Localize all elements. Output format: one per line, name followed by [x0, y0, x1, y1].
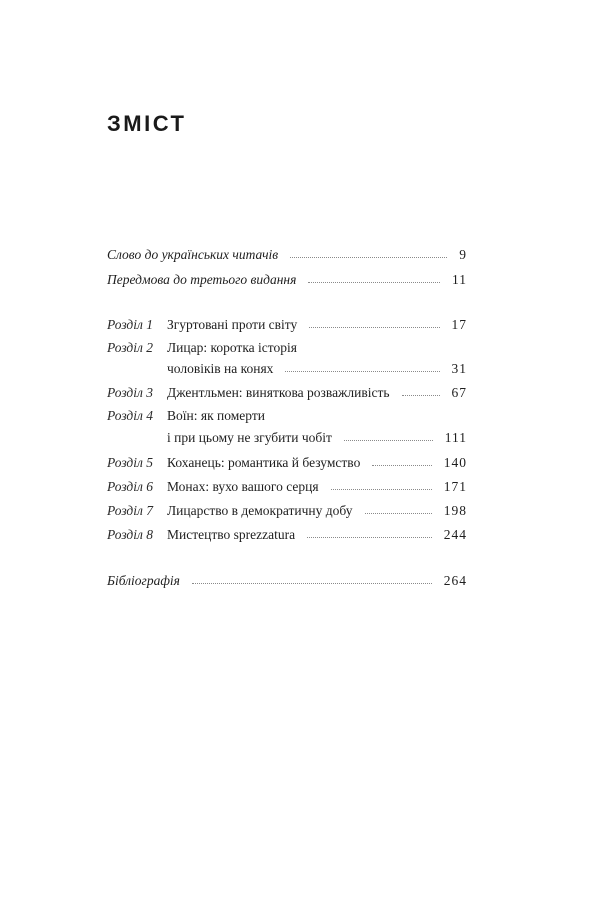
chapter-title: Лицарство в демократичну добу [167, 503, 353, 518]
toc-entry-chapter-6[interactable] [107, 475, 467, 495]
toc-entry-chapter-7[interactable] [107, 499, 467, 519]
toc-entry-chapter-2[interactable] [107, 337, 467, 381]
toc-entry-chapter-1[interactable] [107, 313, 467, 333]
chapter-number: Розділ 4 [107, 408, 154, 423]
chapter-number: Розділ 6 [107, 479, 154, 494]
chapter-title-line-2: чоловіків на конях [167, 361, 274, 376]
dot-leader [402, 395, 440, 396]
toc-entry-preface-third-edition[interactable] [107, 268, 467, 288]
page-title: ЗМІСТ [107, 111, 187, 136]
toc-entry-label: Слово до українських читачів [107, 247, 279, 262]
chapter-number: Розділ 5 [107, 455, 154, 470]
chapter-title-line-2: і при цьому не згубити чобіт [167, 430, 332, 445]
dot-leader [290, 257, 447, 258]
toc-entry-page: 171 [443, 479, 467, 494]
toc-entry-chapter-5[interactable] [107, 451, 467, 471]
toc-entry-page: 140 [443, 455, 467, 470]
chapter-title: Джентльмен: виняткова розважливість [167, 385, 390, 400]
toc-entry-chapter-4[interactable] [107, 405, 467, 449]
chapter-title: Згуртовані проти світу [167, 317, 298, 332]
dot-leader [331, 489, 432, 490]
toc-entry-page: 31 [451, 361, 467, 376]
toc-entry-bibliography[interactable] [107, 569, 467, 589]
dot-leader [365, 513, 432, 514]
toc-entry-chapter-3[interactable] [107, 381, 467, 401]
toc-entry-page: 11 [452, 272, 467, 287]
toc-entry-page: 17 [451, 317, 467, 332]
toc-entry-page: 264 [443, 573, 467, 588]
chapter-number: Розділ 1 [107, 317, 154, 332]
dot-leader [308, 282, 440, 283]
toc-entry-page: 198 [443, 503, 467, 518]
chapter-title-line-1: Лицар: коротка історія [167, 340, 297, 355]
toc-entry-label: Передмова до третього видання [107, 272, 297, 287]
chapter-number: Розділ 8 [107, 527, 154, 542]
toc-entry-page: 67 [451, 385, 467, 400]
dot-leader [285, 371, 439, 372]
chapter-number: Розділ 3 [107, 385, 154, 400]
chapter-number: Розділ 7 [107, 503, 154, 518]
toc-entry-page: 111 [444, 430, 467, 445]
toc-entry-label: Бібліографія [107, 573, 180, 588]
chapter-number: Розділ 2 [107, 340, 154, 355]
dot-leader [307, 537, 432, 538]
dot-leader [192, 583, 432, 584]
chapter-title: Мистецтво sprezzatura [167, 527, 296, 542]
toc-entry-chapter-8[interactable] [107, 523, 467, 543]
dot-leader [372, 465, 431, 466]
chapter-title-line-1: Воїн: як померти [167, 408, 265, 423]
dot-leader [344, 440, 433, 441]
toc-entry-page: 244 [443, 527, 467, 542]
toc-entry-foreword-ukrainian[interactable] [107, 243, 467, 263]
chapter-title: Коханець: романтика й безумство [167, 455, 361, 470]
chapter-title: Монах: вухо вашого серця [167, 479, 319, 494]
dot-leader [309, 327, 439, 328]
toc-entry-page: 9 [459, 247, 467, 262]
